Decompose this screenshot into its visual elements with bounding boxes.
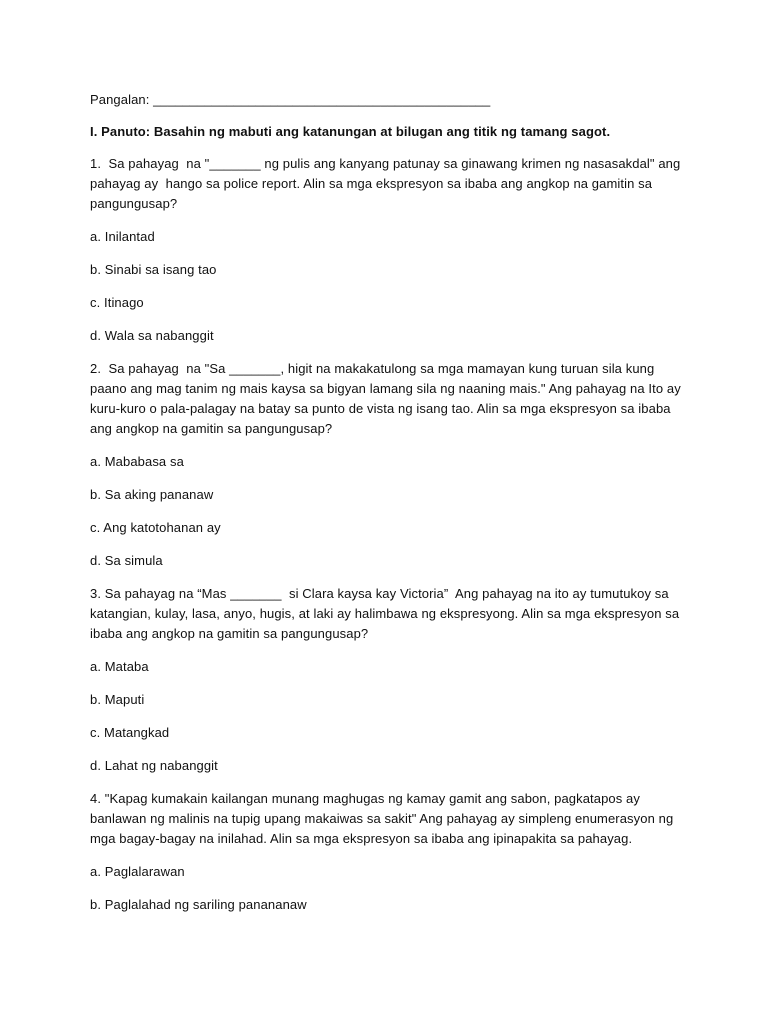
document-content — [90, 90, 690, 928]
question-1-choice-d: d. Wala sa nabanggit — [90, 328, 214, 343]
question-3-choice-c: c. Matangkad — [90, 725, 170, 740]
name-field-label: Pangalan: ______________________________________________ — [90, 92, 491, 107]
question-1-choice-a: a. Inilantad — [90, 229, 155, 244]
question-3-choice-b: b. Maputi — [90, 692, 145, 707]
question-3: 3. Sa pahayag na “Mas _______ si Clara kaysa kay Victoria” Ang pahayag na ito ay tumutukoy sa katangian, kulay, lasa, anyo, hugis, at laki ay halimbawa ng ekspresyong. Alin sa mga ekspresyon sa ibaba ang angkop na gamitin sa pangungusap? — [90, 586, 683, 641]
question-1-choice-c: c. Itinago — [90, 295, 144, 310]
question-2-choice-b: b. Sa aking pananaw — [90, 487, 214, 502]
question-4-choice-b: b. Paglalahad ng sariling panananaw — [90, 897, 307, 912]
question-3-choice-d: d. Lahat ng nabanggit — [90, 758, 218, 773]
question-2-choice-a: a. Mababasa sa — [90, 454, 184, 469]
question-2-choice-c: c. Ang katotohanan ay — [90, 520, 221, 535]
instruction-text: I. Panuto: Basahin ng mabuti ang katanungan at bilugan ang titik ng tamang sagot. — [90, 124, 611, 139]
question-4-choice-a: a. Paglalarawan — [90, 864, 185, 879]
question-1-choice-b: b. Sinabi sa isang tao — [90, 262, 217, 277]
question-2-choice-d: d. Sa simula — [90, 553, 163, 568]
question-1: 1. Sa pahayag na "_______ ng pulis ang kanyang patunay sa ginawang krimen ng nasasakdal" ang pahayag ay hango sa police report. Alin sa mga ekspresyon sa ibaba ang angkop na gamitin sa pangungusap? — [90, 156, 685, 211]
question-3-choice-a: a. Mataba — [90, 659, 149, 674]
question-2: 2. Sa pahayag na "Sa _______, higit na makakatulong sa mga mamayan kung turuan sila kung paano ang mag tanim ng mais kaysa sa bigyan lamang sila ng naaning mais." Ang pahayag na Ito ay kuru-kuro o pala-palagay na batay sa punto de vista ng isang tao. Alin sa mga ekspresyon sa ibaba ang angkop na gamitin sa pangungusap? — [90, 361, 685, 436]
question-4: 4. "Kapag kumakain kailangan munang maghugas ng kamay gamit ang sabon, pagkatapos ay banlawan ng malinis na tupig upang makaiwas sa sakit" Ang pahayag ay simpleng enumerasyon ng mga bagay-bagay na inilahad. Alin sa mga ekspresyon sa ibaba ang ipinapakita sa pahayag. — [90, 791, 677, 846]
